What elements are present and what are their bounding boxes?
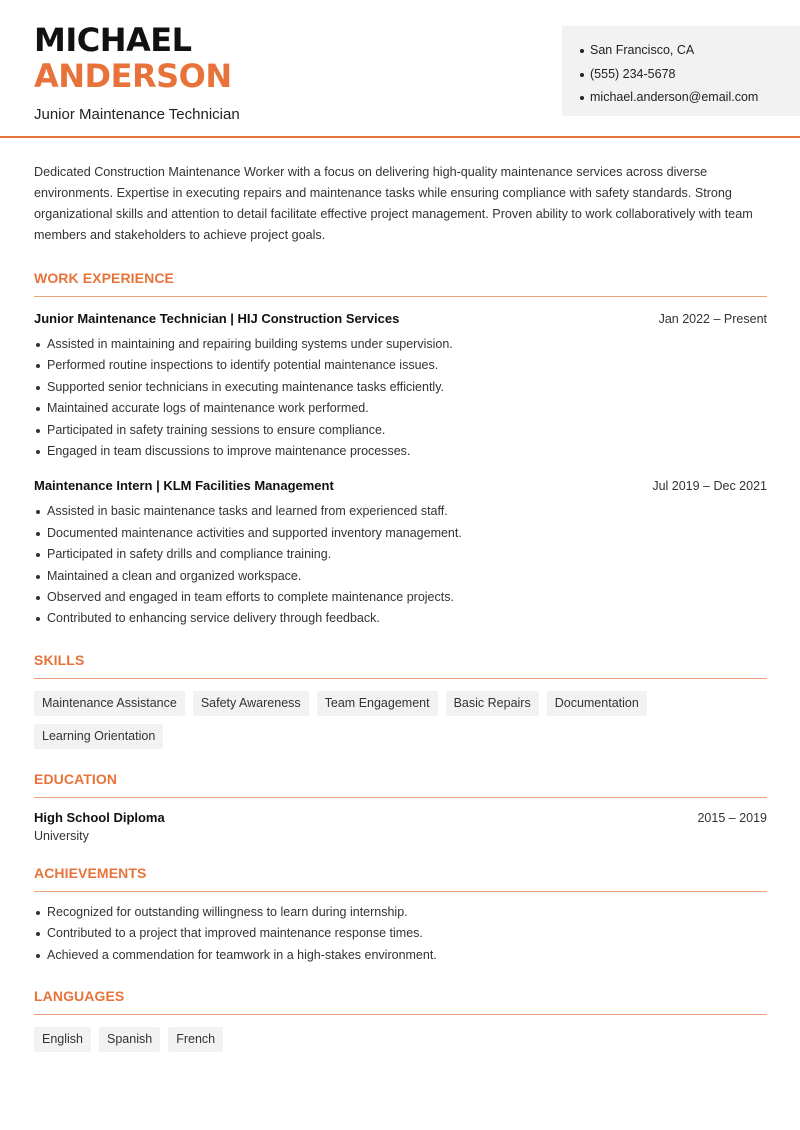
list-item: Maintained a clean and organized workspace.	[34, 566, 767, 587]
contact-box	[562, 26, 800, 116]
skill-tag: Documentation	[547, 691, 647, 716]
education-degree: High School Diploma	[34, 809, 165, 825]
list-item: Performed routine inspections to identify potential maintenance issues.	[34, 355, 767, 376]
education-dates: 2015 – 2019	[697, 810, 767, 825]
list-item: Engaged in team discussions to improve maintenance processes.	[34, 441, 767, 462]
language-tag: English	[34, 1027, 91, 1052]
job-role: Maintenance Intern | KLM Facilities Management	[34, 478, 334, 494]
list-item: Assisted in basic maintenance tasks and learned from experienced staff.	[34, 501, 767, 522]
list-item: Participated in safety drills and compliance training.	[34, 544, 767, 565]
section-title-languages: LANGUAGES	[34, 988, 767, 1015]
section-title-education: EDUCATION	[34, 771, 767, 798]
skill-tag: Team Engagement	[317, 691, 438, 716]
list-item: Assisted in maintaining and repairing building systems under supervision.	[34, 334, 767, 355]
job-dates: Jul 2019 – Dec 2021	[652, 479, 767, 494]
job-role: Junior Maintenance Technician | HIJ Construction Services	[34, 311, 400, 326]
language-tag: Spanish	[99, 1027, 160, 1052]
list-item: Supported senior technicians in executing maintenance tasks efficiently.	[34, 377, 767, 398]
education-header	[34, 810, 767, 825]
education-school: University	[34, 828, 89, 843]
skill-tag: Basic Repairs	[446, 691, 539, 716]
education-entry	[34, 810, 767, 843]
list-item: Maintained accurate logs of maintenance work performed.	[34, 398, 767, 419]
list-item: Contributed to enhancing service delivery through feedback.	[34, 608, 767, 629]
list-item: Observed and engaged in team efforts to complete maintenance projects.	[34, 587, 767, 608]
job-title: Junior Maintenance Technician	[34, 106, 240, 123]
resume-body	[34, 162, 767, 1052]
job-header	[34, 311, 767, 326]
list-item: Participated in safety training sessions to ensure compliance.	[34, 420, 767, 441]
section-title-skills: SKILLS	[34, 652, 767, 679]
summary: Dedicated Construction Maintenance Worker with a focus on delivering high-quality maintenance services across diverse environments. Expertise in executing repairs and maintenance tasks while ensuring compliance with safety standards. Strong organizational skills and attention to detail facilitate effective project management. Proven ability to work collaboratively with team members and stakeholders to achieve project goals.	[34, 165, 753, 242]
last-name: ANDERSON	[34, 57, 232, 95]
resume-header	[0, 0, 800, 138]
section-title-work: WORK EXPERIENCE	[34, 270, 767, 297]
language-tags	[34, 1027, 767, 1052]
skills-tags	[34, 691, 767, 749]
skill-tag: Learning Orientation	[34, 724, 163, 749]
list-item: Recognized for outstanding willingness to learn during internship.	[34, 902, 767, 923]
job-bullets	[34, 501, 767, 629]
contact-location: San Francisco, CA	[580, 39, 800, 63]
list-item: Documented maintenance activities and supported inventory management.	[34, 523, 767, 544]
section-title-achievements: ACHIEVEMENTS	[34, 865, 767, 892]
contact-phone: (555) 234-5678	[580, 63, 800, 87]
skill-tag: Maintenance Assistance	[34, 691, 185, 716]
list-item: Contributed to a project that improved maintenance response times.	[34, 923, 767, 944]
first-name: MICHAEL	[34, 21, 192, 59]
skill-tag: Safety Awareness	[193, 691, 309, 716]
job-entry	[34, 311, 767, 462]
job-bullets	[34, 334, 767, 462]
language-tag: French	[168, 1027, 223, 1052]
achievements-list	[34, 902, 767, 966]
list-item: Achieved a commendation for teamwork in a high-stakes environment.	[34, 945, 767, 966]
job-entry	[34, 478, 767, 629]
name-block	[34, 22, 240, 123]
contact-email[interactable]: michael.anderson@email.com	[580, 86, 800, 110]
job-dates: Jan 2022 – Present	[658, 312, 767, 326]
job-header	[34, 478, 767, 493]
